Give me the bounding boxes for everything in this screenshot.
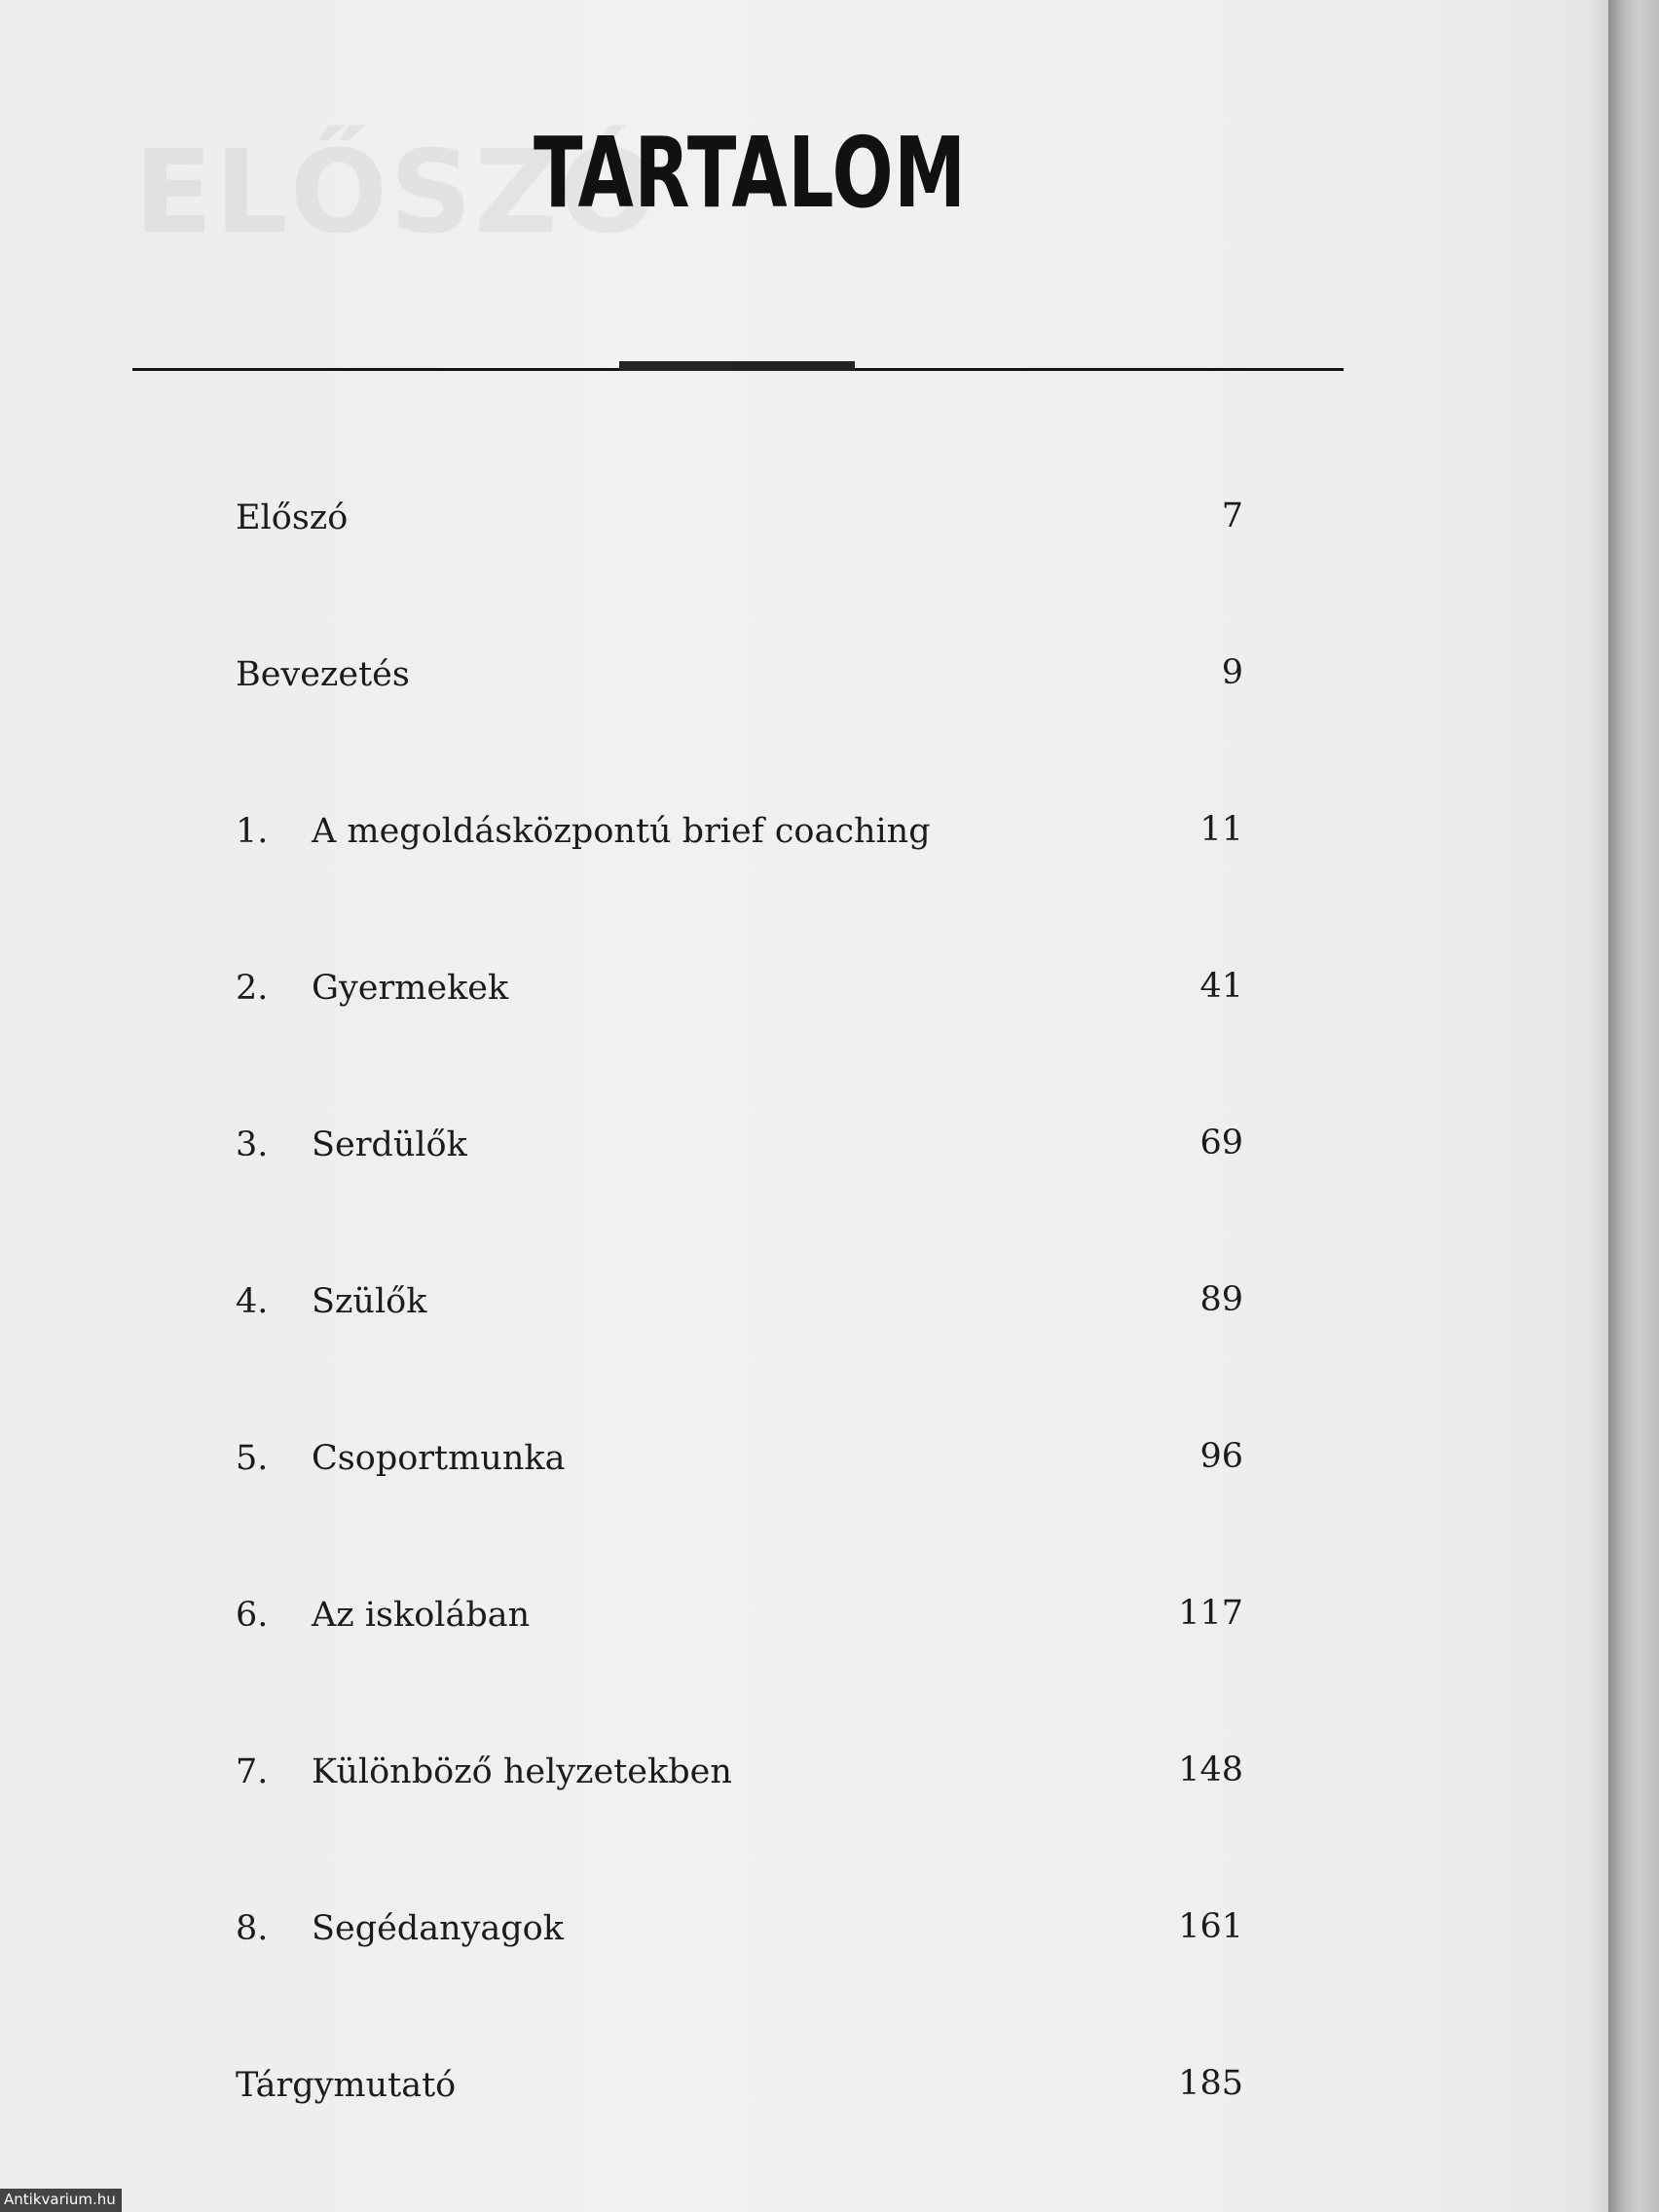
table-of-contents <box>236 473 1243 2197</box>
toc-entry-title: Az iskolában <box>312 1596 531 1635</box>
toc-entry-number: 5. <box>236 1439 269 1478</box>
toc-entry-title: A megoldásközpontú brief coaching <box>312 812 931 851</box>
toc-entry-chapter-6 <box>236 1570 1243 1727</box>
toc-entry-chapter-4 <box>236 1257 1243 1414</box>
toc-entry-page: 11 <box>1199 810 1243 849</box>
toc-entry-chapter-2 <box>236 943 1243 1100</box>
toc-entry-number: 6. <box>236 1596 269 1635</box>
page-gutter-shadow <box>1587 0 1608 2212</box>
toc-entry-bevezetes <box>236 630 1243 787</box>
toc-entry-page: 9 <box>1221 653 1243 692</box>
page-title: TARTALOM <box>534 116 967 230</box>
toc-entry-number: 3. <box>236 1125 269 1164</box>
toc-entry-page: 117 <box>1178 1594 1243 1633</box>
toc-entry-number: 8. <box>236 1909 269 1948</box>
toc-entry-eloszo <box>236 473 1243 630</box>
watermark: Antikvarium.hu <box>0 2189 122 2212</box>
page-edge <box>1608 0 1659 2212</box>
toc-entry-title: Csoportmunka <box>312 1439 566 1478</box>
toc-entry-page: 185 <box>1178 2064 1243 2103</box>
bleed-through-text: ELŐSZÓ <box>134 125 659 259</box>
toc-entry-chapter-5 <box>236 1414 1243 1570</box>
toc-entry-number: 7. <box>236 1752 269 1791</box>
title-divider-accent <box>619 361 855 371</box>
toc-entry-title: Tárgymutató <box>236 2066 457 2105</box>
toc-entry-page: 161 <box>1178 1907 1243 1946</box>
toc-entry-page: 89 <box>1199 1280 1243 1319</box>
toc-entry-chapter-3 <box>236 1100 1243 1257</box>
toc-entry-chapter-7 <box>236 1727 1243 1884</box>
toc-entry-chapter-1 <box>236 787 1243 943</box>
toc-entry-title: Előszó <box>236 498 349 537</box>
toc-entry-title: Különböző helyzetekben <box>312 1752 732 1791</box>
toc-entry-number: 4. <box>236 1282 269 1321</box>
toc-entry-title: Serdülők <box>312 1125 467 1164</box>
toc-entry-targymutato <box>236 2041 1243 2197</box>
toc-entry-page: 69 <box>1199 1124 1243 1162</box>
toc-entry-title: Gyermekek <box>312 969 509 1008</box>
toc-entry-number: 2. <box>236 969 269 1008</box>
toc-entry-title: Szülők <box>312 1282 427 1321</box>
toc-entry-page: 7 <box>1221 497 1243 535</box>
toc-entry-page: 148 <box>1178 1751 1243 1789</box>
toc-entry-title: Bevezetés <box>236 655 410 694</box>
toc-entry-page: 96 <box>1199 1437 1243 1476</box>
toc-entry-number: 1. <box>236 812 269 851</box>
toc-entry-chapter-8 <box>236 1884 1243 2041</box>
toc-entry-page: 41 <box>1199 967 1243 1006</box>
toc-entry-title: Segédanyagok <box>312 1909 564 1948</box>
